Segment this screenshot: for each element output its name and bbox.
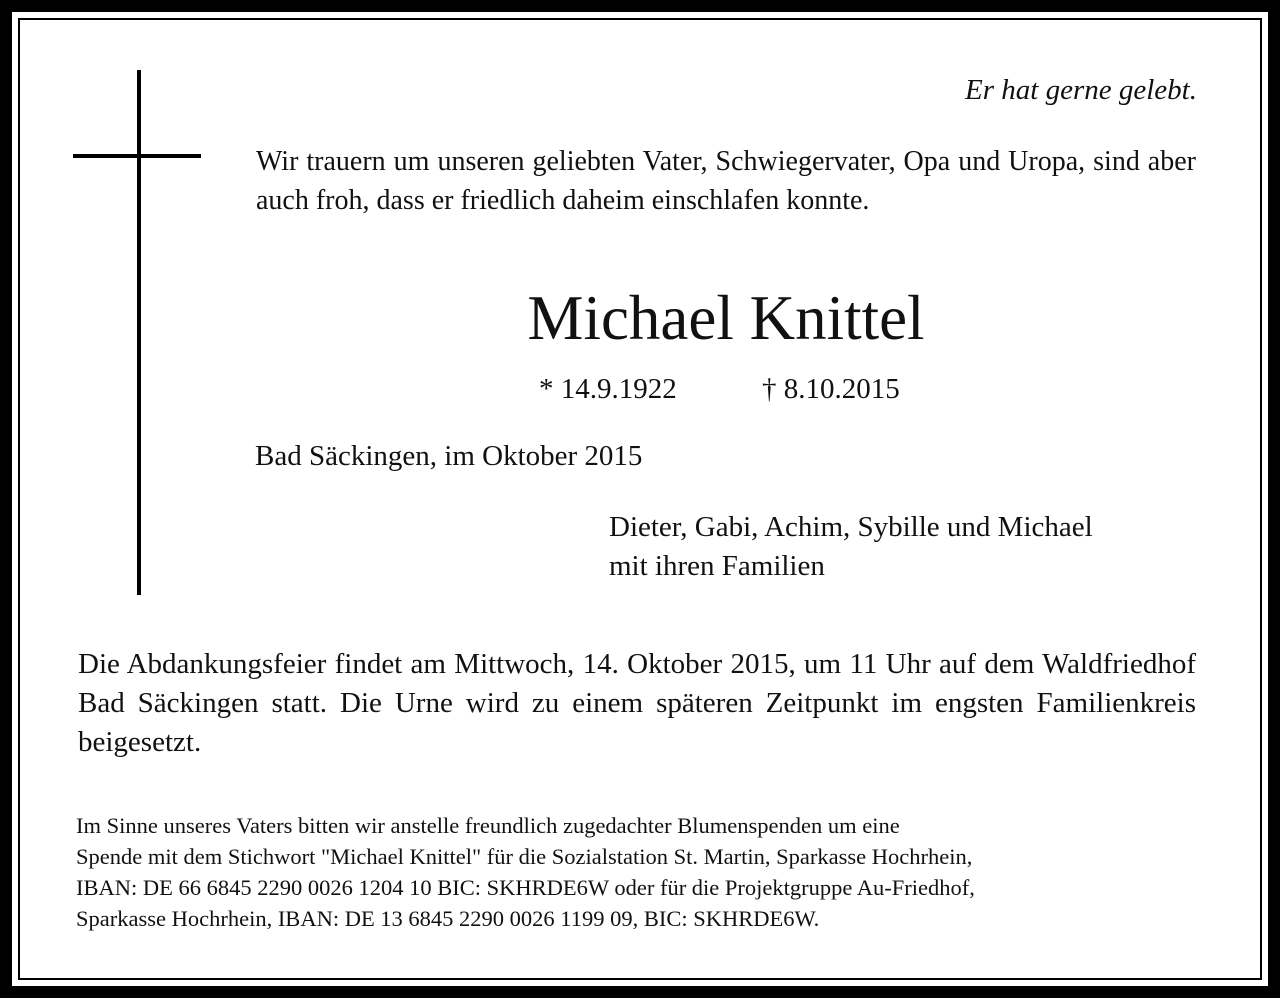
mourners bbox=[609, 508, 1093, 586]
donation-line: Spende mit dem Stichwort "Michael Knittel" für die Sozialstation St. Martin, Sparkasse Hochrhein, bbox=[76, 844, 973, 869]
place-and-date: Bad Säckingen, im Oktober 2015 bbox=[255, 440, 643, 472]
cross-icon-vertical-bar bbox=[137, 70, 141, 595]
motto: Er hat gerne gelebt. bbox=[965, 74, 1197, 106]
mourners-line: mit ihren Familien bbox=[609, 550, 825, 582]
ceremony-notice: Die Abdankungsfeier findet am Mittwoch, 14. Oktober 2015, um 11 Uhr auf dem Waldfriedhof Bad Säckingen statt. Die Urne wird zu einem späteren Zeitpunkt im engsten Familienkreis beigesetzt. bbox=[78, 648, 1196, 758]
donation-line: Im Sinne unseres Vaters bitten wir anstelle freundlich zugedachter Blumenspenden um eine bbox=[76, 813, 900, 838]
death-date: † 8.10.2015 bbox=[762, 373, 900, 405]
birth-date: * 14.9.1922 bbox=[539, 373, 677, 405]
intro-text: Wir trauern um unseren geliebten Vater, Schwiegervater, Opa und Uropa, sind aber auch froh, dass er friedlich daheim einschlafen konnte. bbox=[256, 146, 1196, 216]
donation-line: IBAN: DE 66 6845 2290 0026 1204 10 BIC: SKHRDE6W oder für die Projektgruppe Au-Friedhof, bbox=[76, 875, 975, 900]
donation-notice bbox=[76, 810, 1200, 934]
cross-icon-horizontal-bar bbox=[73, 154, 201, 158]
mourners-line: Dieter, Gabi, Achim, Sybille und Michael bbox=[609, 511, 1093, 543]
donation-line: Sparkasse Hochrhein, IBAN: DE 13 6845 2290 0026 1199 09, BIC: SKHRDE6W. bbox=[76, 906, 820, 931]
deceased-name: Michael Knittel bbox=[527, 283, 925, 353]
